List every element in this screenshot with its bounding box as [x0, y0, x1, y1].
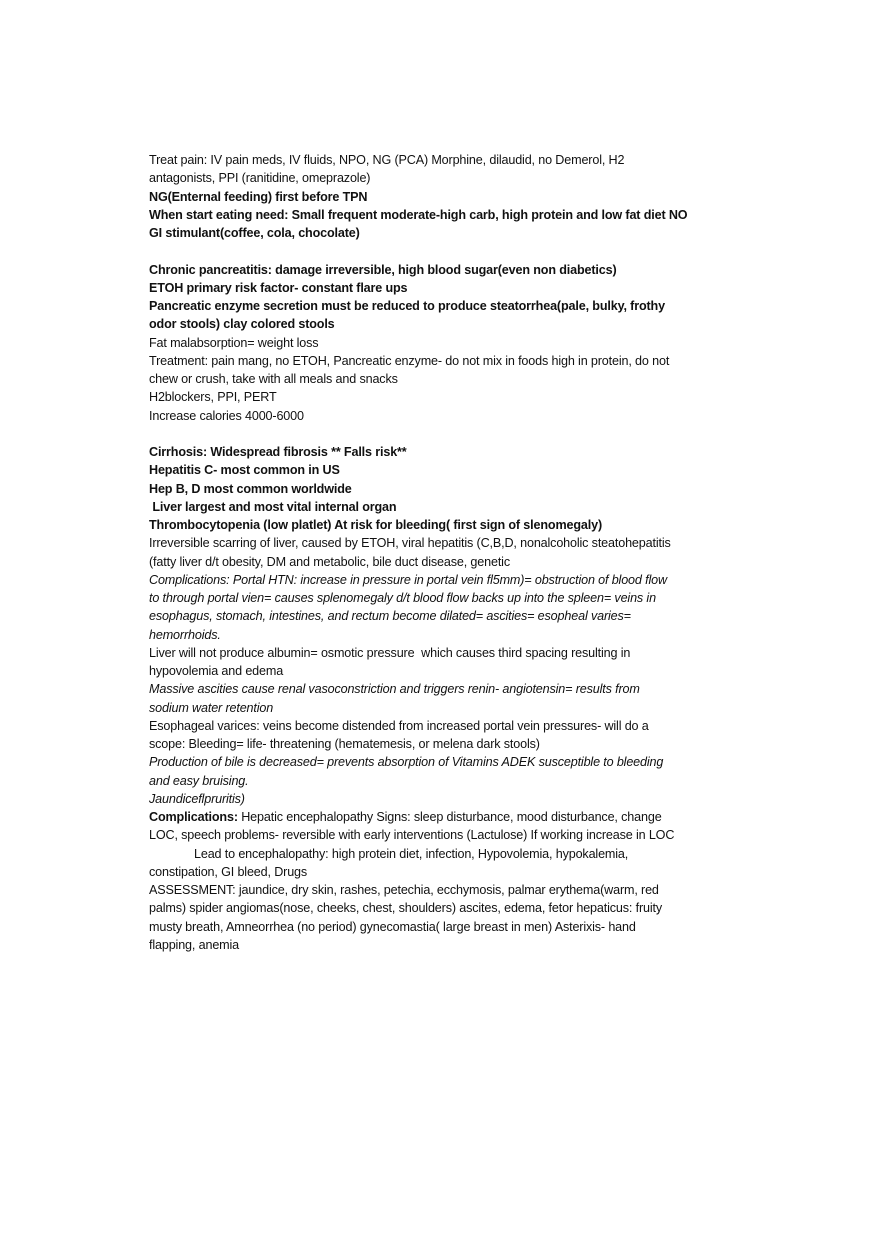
text-segment: Chronic pancreatitis: damage irreversible, high blood sugar(even non diabetics): [149, 262, 617, 277]
text-segment: NG(Enternal feeding) first before TPN: [149, 189, 368, 204]
text-segment: Irreversible scarring of liver, caused by ETOH, viral hepatitis (C,B,D, nonalcoholic steatohepatitis: [149, 536, 671, 551]
text-line: [149, 480, 749, 498]
text-line: [149, 571, 749, 589]
document-page: [149, 151, 749, 954]
text-segment: Liver largest and most vital internal organ: [149, 499, 397, 514]
text-line: [149, 188, 749, 206]
text-segment: hypovolemia and edema: [149, 664, 284, 678]
text-segment: Treat pain: IV pain meds, IV fluids, NPO, NG (PCA) Morphine, dilaudid, no Demerol, H2: [149, 153, 625, 167]
text-segment: antagonists, PPI (ranitidine, omeprazole): [149, 171, 371, 186]
text-line: [149, 498, 749, 516]
text-line: [149, 261, 749, 279]
text-segment: flapping, anemia: [149, 937, 240, 952]
text-line: [149, 169, 749, 187]
text-segment: Jaundiceflpruritis): [149, 791, 245, 806]
text-segment: hemorrhoids.: [149, 627, 221, 642]
text-line: [149, 407, 749, 425]
text-segment: Lead to encephalopathy: high protein diet, infection, Hypovolemia, hypokalemia,: [194, 846, 629, 861]
text-line: [149, 680, 749, 698]
text-line: [149, 662, 749, 680]
text-segment: Esophageal varices: veins become distended from increased portal vein pressures- will do a: [149, 718, 649, 733]
text-line: [149, 334, 749, 352]
text-line: [149, 461, 749, 479]
text-segment: odor stools) clay colored stools: [149, 317, 335, 332]
text-line: [149, 589, 749, 607]
text-segment: and easy bruising.: [149, 773, 249, 788]
text-segment: Hepatitis C- most common in US: [149, 463, 340, 478]
text-segment: palms) spider angiomas(nose, cheeks, chest, shoulders) ascites, edema, fetor hepaticus: fruity: [149, 901, 662, 916]
text-segment: Production of bile is decreased= prevents absorption of Vitamins ADEK susceptible to bleeding: [149, 755, 664, 770]
text-segment: LOC, speech problems- reversible with early interventions (Lactulose) If working increase in LOC: [149, 828, 675, 843]
text-segment: Increase calories 4000-6000: [149, 408, 304, 423]
text-line: [149, 443, 749, 461]
text-line: [149, 790, 749, 808]
text-line: [149, 279, 749, 297]
text-segment: GI stimulant(coffee, cola, chocolate): [149, 226, 360, 240]
text-line: [149, 753, 749, 771]
text-line: [149, 863, 749, 881]
text-segment: When start eating need: Small frequent moderate-high carb, high protein and low fat diet NO: [149, 207, 688, 222]
text-line: [149, 808, 749, 826]
text-segment: scope: Bleeding= life- threatening (hematemesis, or melena dark stools): [149, 737, 540, 751]
text-line: [149, 735, 749, 753]
text-line: [149, 315, 749, 333]
text-segment: Hep B, D most common worldwide: [149, 481, 352, 496]
text-segment: constipation, GI bleed, Drugs: [149, 864, 308, 879]
text-line: [149, 717, 749, 735]
text-segment: Hepatic encephalopathy Signs: sleep disturbance, mood disturbance, change: [237, 810, 662, 824]
text-segment: musty breath, Amneorrhea (no period) gynecomastia( large breast in men) Asterixis- hand: [149, 919, 636, 934]
text-line: [149, 644, 749, 662]
text-line: [149, 534, 749, 552]
text-line: [149, 936, 749, 954]
blank-line: [149, 242, 749, 260]
text-line: [149, 607, 749, 625]
text-line: [149, 881, 749, 899]
text-line: [149, 845, 749, 863]
text-line: [149, 516, 749, 534]
text-segment: Thrombocytopenia (low platlet) At risk for bleeding( first sign of slenomegaly): [149, 518, 602, 532]
text-segment: Cirrhosis: Widespread fibrosis ** Falls risk**: [149, 445, 407, 459]
text-segment: Liver will not produce albumin= osmotic pressure which causes third spacing resulting in: [149, 645, 631, 660]
text-segment: Massive ascities cause renal vasoconstriction and triggers renin- angiotensin= results from: [149, 682, 640, 697]
text-line: [149, 388, 749, 406]
text-segment: chew or crush, take with all meals and snacks: [149, 372, 398, 386]
text-line: [149, 224, 749, 242]
text-line: [149, 918, 749, 936]
text-segment: Pancreatic enzyme secretion must be reduced to produce steatorrhea(pale, bulky, frothy: [149, 299, 665, 313]
blank-line: [149, 425, 749, 443]
text-segment: Fat malabsorption= weight loss: [149, 335, 319, 350]
text-segment: Treatment: pain mang, no ETOH, Pancreatic enzyme- do not mix in foods high in protein, do not: [149, 353, 670, 368]
text-segment: ASSESSMENT: jaundice, dry skin, rashes, petechia, ecchymosis, palmar erythema(warm, red: [149, 883, 659, 897]
text-segment: H2blockers, PPI, PERT: [149, 390, 277, 405]
text-segment: Complications: Portal HTN: increase in pressure in portal vein fl5mm)= obstruction of blood flow: [149, 572, 667, 587]
text-line: [149, 899, 749, 917]
text-line: [149, 699, 749, 717]
text-line: [149, 553, 749, 571]
text-segment: ETOH primary risk factor- constant flare ups: [149, 280, 408, 295]
text-line: [149, 370, 749, 388]
text-segment: (fatty liver d/t obesity, DM and metabolic, bile duct disease, genetic: [149, 554, 510, 569]
text-segment: esophagus, stomach, intestines, and rectum become dilated= ascities= esopheal varies=: [149, 609, 631, 624]
text-line: [149, 151, 749, 169]
text-segment: to through portal vien= causes splenomegaly d/t blood flow backs up into the spleen= veins in: [149, 591, 656, 605]
text-line: [149, 772, 749, 790]
text-segment: Complications:: [149, 810, 238, 824]
text-line: [149, 206, 749, 224]
text-line: [149, 826, 749, 844]
text-line: [149, 626, 749, 644]
text-line: [149, 297, 749, 315]
text-line: [149, 352, 749, 370]
text-segment: sodium water retention: [149, 700, 274, 715]
